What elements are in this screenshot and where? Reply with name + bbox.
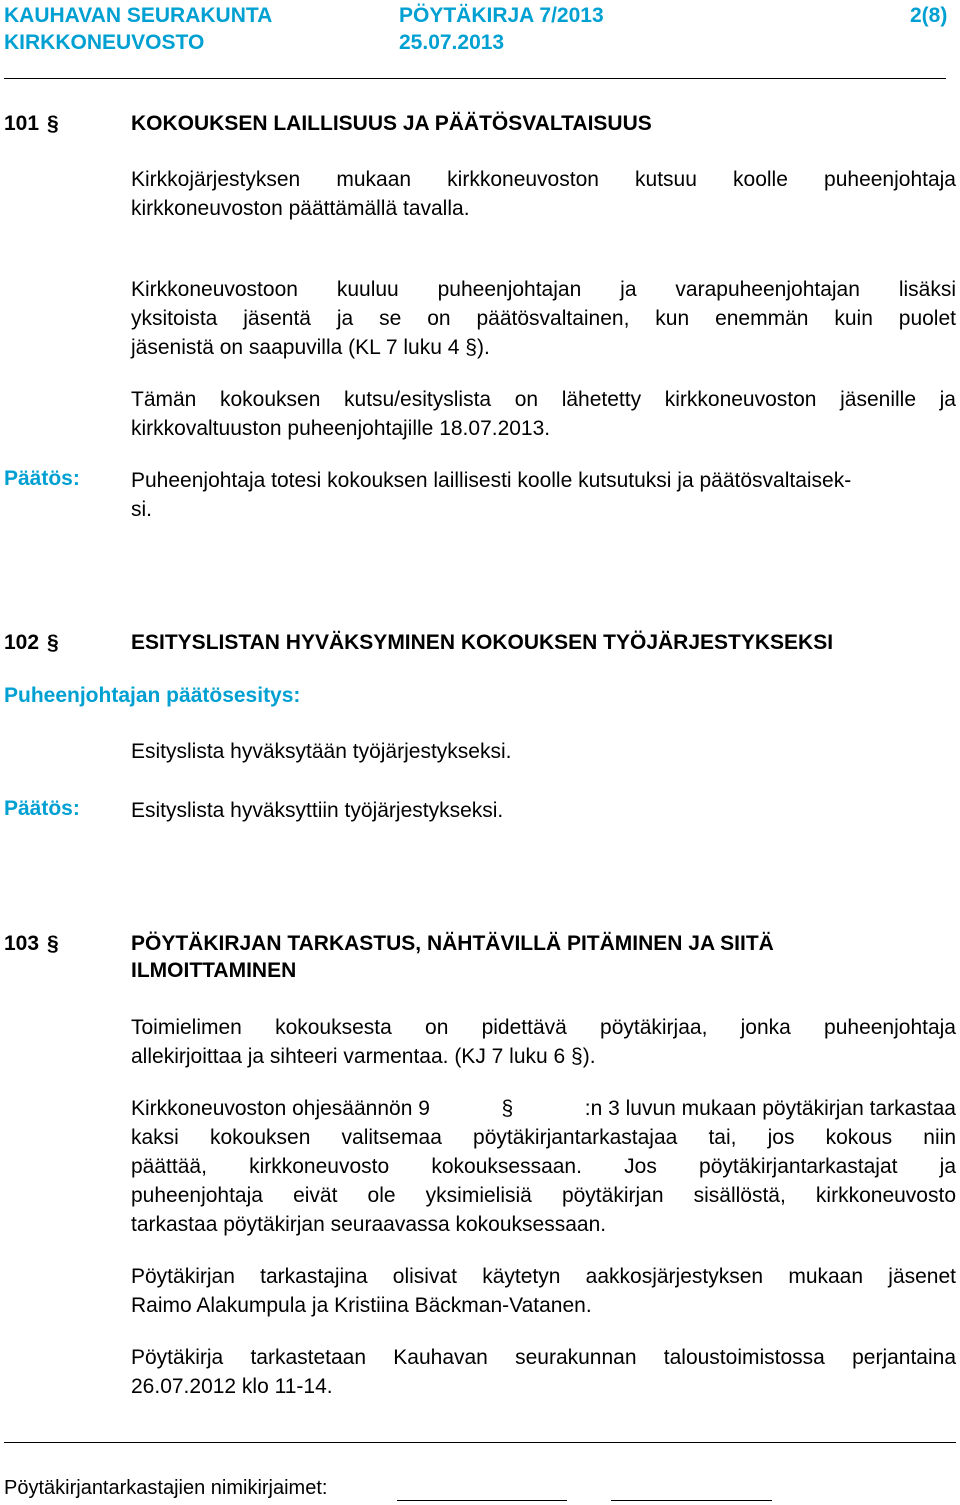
decision-text: si. [131, 498, 152, 521]
section-symbol: § [501, 1097, 514, 1120]
header-org: KAUHAVAN SEURAKUNTA [4, 4, 273, 27]
paragraph-line: puheenjohtaja eivät ole yksimielisiä pöytäkirjan sisällöstä, kirkkoneuvosto [131, 1184, 956, 1207]
paragraph-line: allekirjoittaa ja sihteeri varmentaa. (KJ 7 luku 6 §). [131, 1045, 596, 1068]
section-102-title: ESITYSLISTAN HYVÄKSYMINEN KOKOUKSEN TYÖJÄRJESTYKSEKSI [131, 631, 834, 654]
paragraph-line: Raimo Alakumpula ja Kristiina Bäckman-Vatanen. [131, 1294, 592, 1317]
initials-signature-line [397, 1500, 567, 1501]
paragraph-line: Tämän kokouksen kutsu/esityslista on lähetetty kirkkoneuvoston jäsenille ja [131, 388, 956, 411]
decision-text: Esityslista hyväksyttiin työjärjestykseksi. [131, 799, 504, 822]
paragraph-line: Toimielimen kokouksesta on pidettävä pöytäkirjaa, jonka puheenjohtaja [131, 1016, 956, 1039]
paragraph-line: Kirkkoneuvoston ohjesäännön 9 § :n 3 luvun mukaan pöytäkirjan tarkastaa [131, 1094, 956, 1123]
paragraph-line: päättää, kirkkoneuvosto kokouksessaan. Jos pöytäkirjantarkastajat ja [131, 1155, 956, 1178]
footer-initials-label: Pöytäkirjantarkastajien nimikirjaimet: [4, 1477, 328, 1499]
section-symbol: § [47, 631, 59, 654]
header-page: 2(8) [910, 4, 948, 27]
paragraph-line: tarkastaa pöytäkirjan seuraavassa kokouksessaan. [131, 1213, 607, 1236]
section-symbol: § [47, 932, 59, 955]
header-doc-number: PÖYTÄKIRJA 7/2013 [399, 4, 604, 27]
initials-signature-line [611, 1500, 772, 1501]
section-symbol: § [47, 112, 59, 135]
section-101-number: 101 [4, 112, 40, 135]
decision-text: Puheenjohtaja totesi kokouksen laillisesti koolle kutsutuksi ja päätösvaltaisek- [131, 469, 852, 492]
decision-label: Päätös: [4, 797, 80, 820]
paragraph-line: kirkkovaltuuston puheenjohtajille 18.07.2013. [131, 417, 551, 440]
footer-rule [4, 1442, 956, 1443]
header-body: KIRKKONEUVOSTO [4, 31, 205, 54]
section-102-number: 102 [4, 631, 40, 654]
section-103-number: 103 [4, 932, 40, 955]
paragraph-line: Pöytäkirjan tarkastajina olisivat käytetyn aakkosjärjestyksen mukaan jäsenet [131, 1265, 956, 1288]
paragraph-line: yksitoista jäsentä ja se on päätösvaltainen, kun enemmän kuin puolet [131, 307, 956, 330]
header-rule [4, 78, 946, 79]
paragraph-line: jäsenistä on saapuvilla (KL 7 luku 4 §). [131, 336, 490, 359]
proposal-label: Puheenjohtajan päätösesitys: [4, 684, 301, 707]
section-103-title: ILMOITTAMINEN [131, 959, 297, 982]
proposal-text: Esityslista hyväksytään työjärjestykseksi. [131, 740, 512, 763]
decision-label: Päätös: [4, 467, 80, 490]
section-103-title: PÖYTÄKIRJAN TARKASTUS, NÄHTÄVILLÄ PITÄMINEN JA SIITÄ [131, 932, 774, 955]
paragraph-line: Pöytäkirja tarkastetaan Kauhavan seurakunnan taloustoimistossa perjantaina [131, 1346, 956, 1369]
paragraph-line: 26.07.2012 klo 11-14. [131, 1375, 333, 1398]
section-symbol: § [571, 1045, 583, 1068]
section-101-title: KOKOUKSEN LAILLISUUS JA PÄÄTÖSVALTAISUUS [131, 112, 652, 135]
paragraph-line: Kirkkojärjestyksen mukaan kirkkoneuvoston kutsuu koolle puheenjohtaja [131, 168, 956, 191]
paragraph-line: Kirkkoneuvostoon kuuluu puheenjohtajan ja varapuheenjohtajan lisäksi [131, 278, 956, 301]
header-date: 25.07.2013 [399, 31, 505, 54]
paragraph-line: kirkkoneuvoston päättämällä tavalla. [131, 197, 470, 220]
paragraph-line: kaksi kokouksen valitsemaa pöytäkirjantarkastajaa tai, jos kokous niin [131, 1126, 956, 1149]
section-symbol: § [465, 336, 477, 359]
